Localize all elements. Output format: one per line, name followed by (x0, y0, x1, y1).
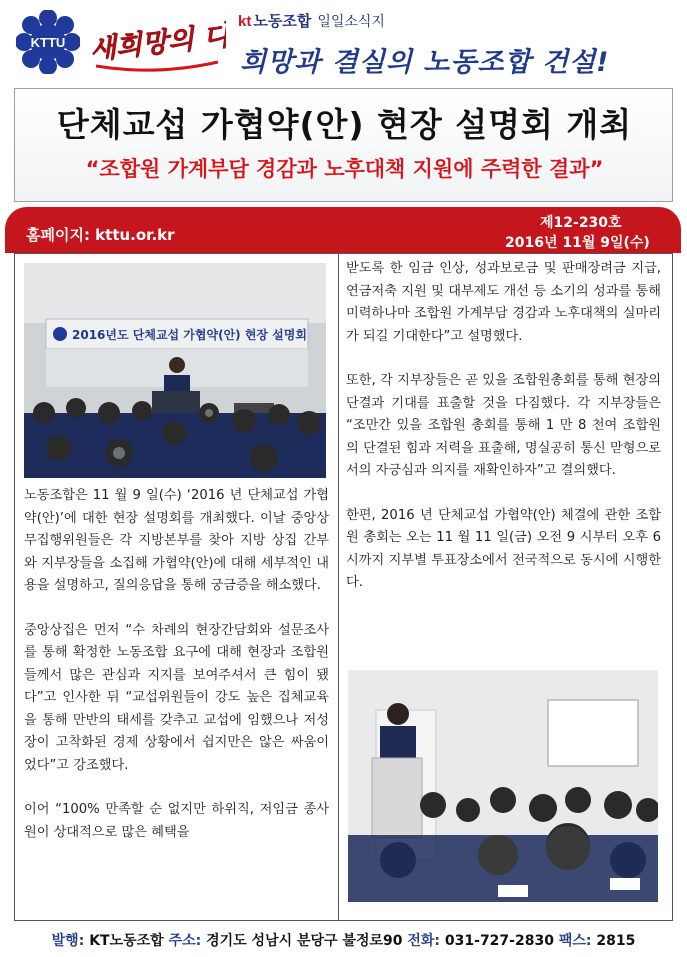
briefing-photo-2 (348, 670, 658, 902)
logo-badge-text: KTTU (30, 35, 66, 50)
daily-news-label: 일일소식지 (317, 14, 385, 30)
fax-value: 2815 (596, 933, 636, 949)
main-headline: 단체교섭 가협약(안) 현장 설명회 개최 (56, 105, 633, 144)
column-divider (338, 253, 339, 921)
article-left-column (24, 485, 329, 866)
issue-date: 2016년 11월 9일(수) (505, 235, 650, 251)
publisher-name: KT노동조합 (89, 933, 164, 949)
header-slogan: 희망과 결실의 노동조합 건설! (240, 47, 610, 78)
publisher-footer (0, 930, 687, 950)
address-label: 주소: (168, 933, 202, 949)
publisher-label: 발행: (51, 933, 85, 949)
kt-union-brand (238, 10, 385, 31)
paragraph: 한편, 2016 년 단체교섭 가협약(안) 체결에 관한 조합원 총회는 오는 11 월 11 일(금) 오전 9 시부터 오후 6 시까지 지부별 투표장소에서 전국적으로 동시에 시행한다. (346, 507, 661, 590)
briefing-photo-1 (24, 263, 326, 478)
sub-headline: “조합원 가계부담 경감과 노후대책 지원에 주력한 결과” (85, 157, 604, 181)
kt-logo-text: kt (238, 13, 252, 30)
slogan-art-text: 새희망의 디딤돌 (88, 14, 226, 66)
paragraph: 또한, 각 지부장들은 곧 있을 조합원총회를 통해 현장의 단결과 기대를 표출할 것을 다짐했다. 각 지부장들은 “조만간 있을 조합원 총회를 통해 1 만 8 천여 조합원의 단결된 힘과 저력을 표출해, 명실공히 통신 맏형으로서의 자긍심과 의지를 재확인하자”고 결의했다. (346, 373, 661, 478)
fax-label: 팩스: (558, 933, 592, 949)
article-right-column (346, 258, 661, 617)
kttu-logo (16, 10, 80, 74)
headline-box (14, 88, 673, 202)
paragraph: 이어 “100% 만족할 순 없지만 하위직, 저임금 종사원이 상대적으로 많은 혜택을 (24, 802, 329, 840)
paragraph: 노동조합은 11 월 9 일(수) ‘2016 년 단체교섭 가협약(안)’에 대한 현장 설명회를 개최했다. 이날 중앙상무집행위원들은 각 지방본부를 찾아 지방 상집 간부와 지부장들을 소집해 가협약(안)에 대해 세부적인 내용을 설명하고, 질의응답을 통해 궁금증을 해소했다. (24, 488, 329, 593)
homepage-link[interactable]: 홈페이지: kttu.or.kr (26, 226, 175, 244)
paragraph: 받도록 한 임금 인상, 성과보로금 및 판매장려금 지급, 연금저축 지원 및 대부제도 개선 등 소기의 성과를 통해 미력하나마 조합원 가계부담 경감과 노후대책의 실마리가 되길 기대한다”고 설명했다. (346, 261, 661, 344)
photo1-banner-text: 2016년도 단체교섭 가협약(안) 현장 설명회 (72, 328, 307, 342)
phone-value: 031-727-2830 (444, 933, 554, 949)
address-value: 경기도 성남시 분당구 불정로90 (206, 933, 403, 949)
phone-label: 전화: (407, 933, 441, 949)
issue-number: 제12-230호 (540, 215, 622, 231)
union-name: 노동조합 (253, 12, 312, 30)
paragraph: 중앙상집은 먼저 “수 차례의 현장간담회와 설문조사를 통해 확정한 노동조합 요구에 대해 현장과 조합원들께서 많은 관심과 지지를 보여주셔서 큰 힘이 됐다”고 인사한 뒤 “교섭위원들이 강도 높은 집체교육을 통해 만반의 태세를 갖추고 교섭에 임했으나 저성장이 고착화된 경제 상황에서 쉽지만은 않은 싸움이었다”고 강조했다. (24, 622, 329, 773)
slogan-art-logo (86, 6, 226, 82)
